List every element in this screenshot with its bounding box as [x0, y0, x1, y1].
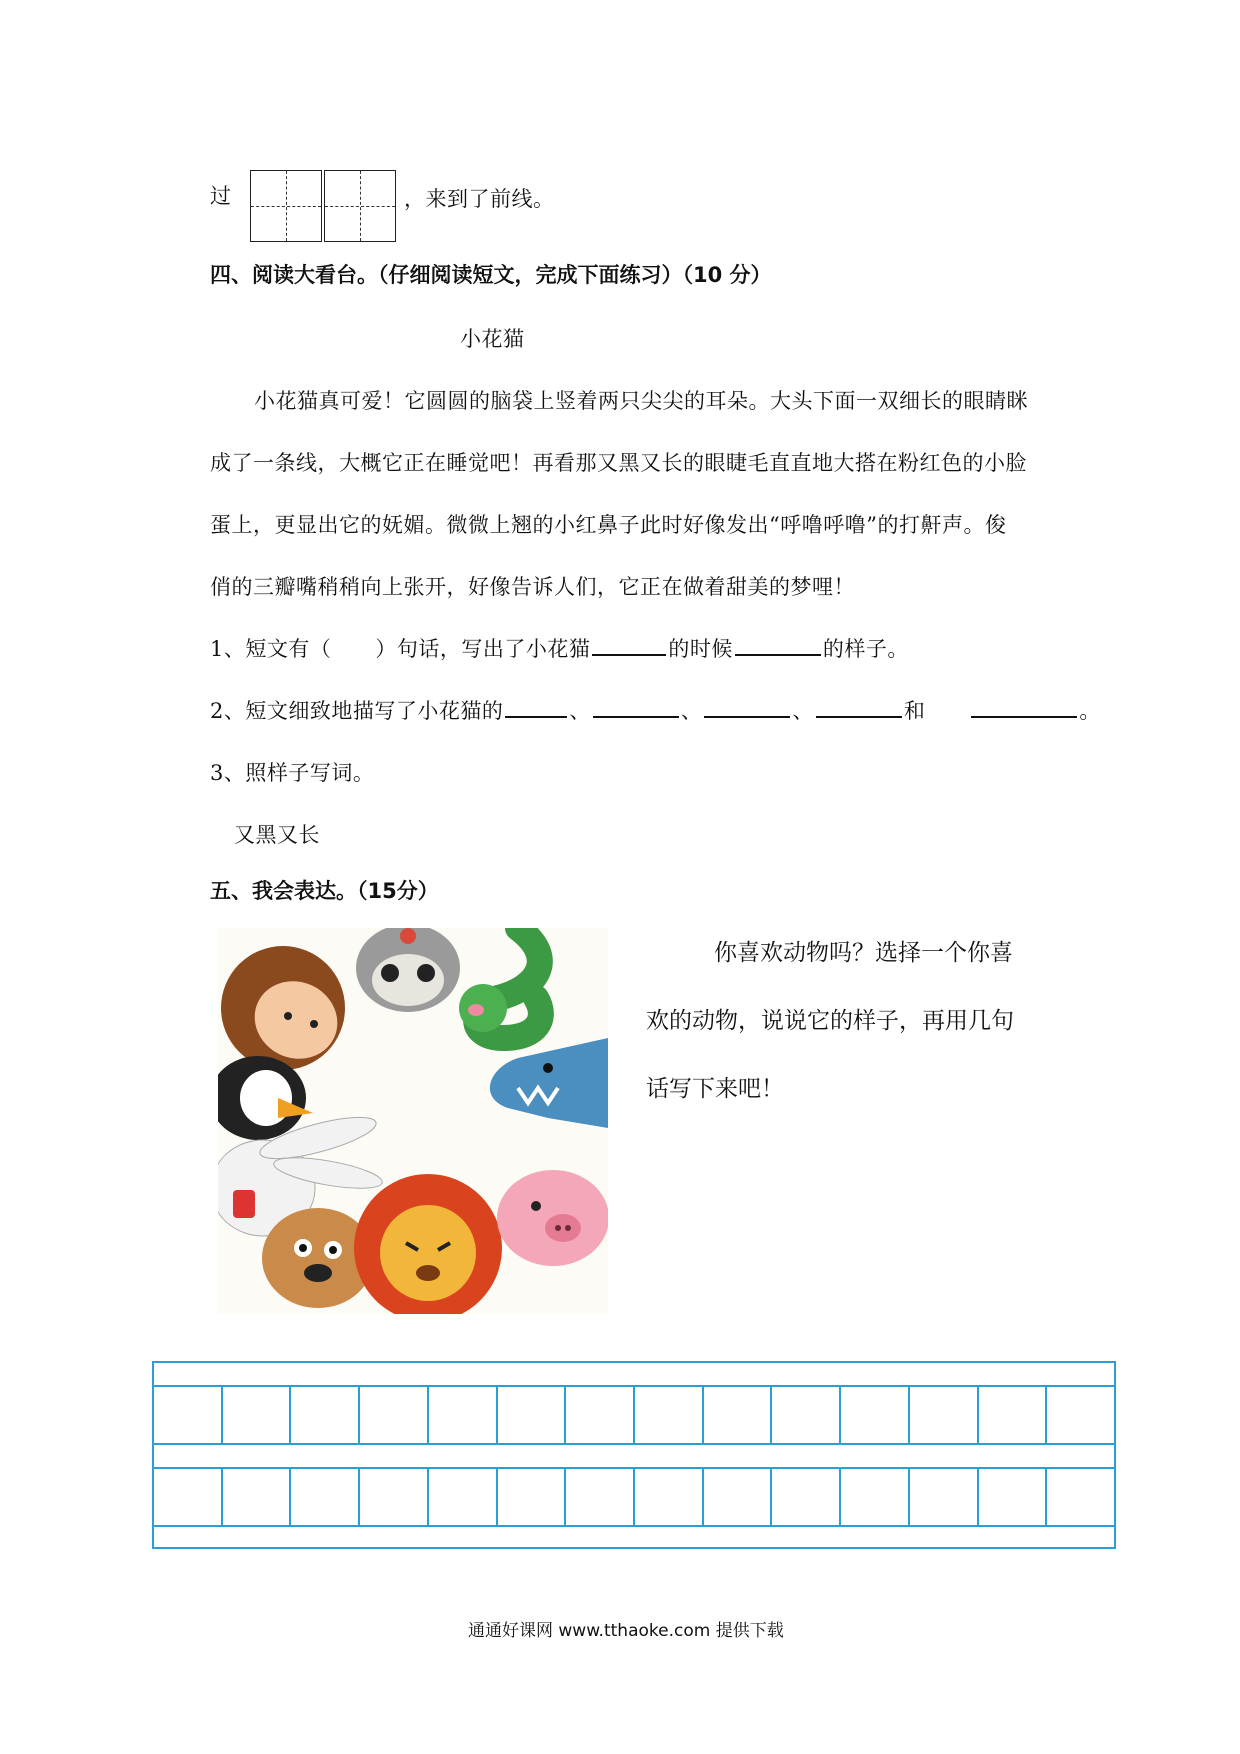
prompt-line-2: 欢的动物，说说它的样子，再用几句 — [646, 1008, 1014, 1034]
grid-cell[interactable] — [910, 1469, 979, 1525]
q2-and: 和 — [903, 699, 926, 723]
lion-icon — [354, 1174, 502, 1314]
grid-cell[interactable] — [910, 1387, 979, 1443]
q2-blank-3[interactable] — [704, 698, 790, 718]
example-word: 又黑又长 — [234, 823, 320, 847]
grid-cell[interactable] — [360, 1387, 429, 1443]
grid-cell[interactable] — [841, 1387, 910, 1443]
q1-part-a: 1、短文有（ — [210, 637, 332, 661]
q2-blank-5[interactable] — [971, 698, 1077, 718]
grid-cell[interactable] — [429, 1387, 498, 1443]
grid-cell[interactable] — [154, 1469, 223, 1525]
monkey-icon — [221, 946, 350, 1072]
q1-part-b: ）句话，写出了小花猫 — [375, 637, 591, 661]
q2-part-a: 2、短文细致地描写了小花猫的 — [210, 699, 504, 723]
grid-cell[interactable] — [635, 1387, 704, 1443]
passage-line-3: 蛋上，更显出它的妩媚。微微上翘的小红鼻子此时好像发出“呼噜呼噜”的打鼾声。俊 — [210, 513, 1007, 537]
writing-grid-row-1 — [154, 1385, 1114, 1445]
section4-title: 四、阅读大看台。（仔细阅读短文，完成下面练习）（10 分） — [210, 263, 772, 287]
grid-cell[interactable] — [772, 1469, 841, 1525]
grid-cell[interactable] — [979, 1387, 1048, 1443]
grid-cell[interactable] — [566, 1469, 635, 1525]
q1-blank-2[interactable] — [735, 636, 821, 656]
grid-cell[interactable] — [772, 1387, 841, 1443]
penguin-icon — [218, 1056, 313, 1140]
question-3: 3、照样子写词。 — [210, 761, 375, 785]
tianzige-box-2[interactable] — [324, 170, 396, 242]
grid-cell[interactable] — [360, 1469, 429, 1525]
q2-sep-1: 、 — [569, 699, 591, 723]
grid-cell[interactable] — [223, 1387, 292, 1443]
q1-part-d: 的样子。 — [822, 637, 909, 661]
q1-blank-1[interactable] — [592, 636, 666, 656]
writing-grid-row-2 — [154, 1467, 1114, 1527]
pig-icon — [497, 1170, 608, 1266]
q2-sep-2: 、 — [680, 699, 703, 723]
grid-cell[interactable] — [291, 1469, 360, 1525]
grid-cell[interactable] — [704, 1469, 773, 1525]
grid-cell[interactable] — [498, 1387, 567, 1443]
grid-cell[interactable] — [704, 1387, 773, 1443]
passage-line-4: 俏的三瓣嘴稍稍向上张开，好像告诉人们，它正在做着甜美的梦哩！ — [210, 575, 855, 599]
raccoon-icon — [356, 928, 460, 1012]
passage-line-2: 成了一条线，大概它正在睡觉吧！再看那又黑又长的眼睫毛直直地大搭在粉红色的小脸 — [210, 451, 1027, 475]
q2-blank-1[interactable] — [505, 698, 567, 718]
grid-cell[interactable] — [979, 1469, 1048, 1525]
animals-illustration — [218, 928, 608, 1314]
grid-cell[interactable] — [566, 1387, 635, 1443]
section5-title: 五、我会表达。（15分） — [210, 879, 439, 903]
q1-part-c: 的时候 — [668, 637, 733, 661]
q2-blank-2[interactable] — [593, 698, 679, 718]
grid-cell[interactable] — [154, 1387, 223, 1443]
q2-blank-4[interactable] — [816, 698, 902, 718]
grid-cell[interactable] — [498, 1469, 567, 1525]
passage-line-1: 小花猫真可爱！它圆圆的脑袋上竖着两只尖尖的耳朵。大头下面一双细长的眼睛眯 — [254, 389, 1028, 413]
prompt-line-3: 话写下来吧！ — [646, 1076, 784, 1102]
writing-grid — [152, 1361, 1116, 1549]
grid-cell[interactable] — [291, 1387, 360, 1443]
grid-cell[interactable] — [429, 1469, 498, 1525]
tianzige-box-1[interactable] — [250, 170, 322, 242]
grid-cell[interactable] — [1047, 1387, 1114, 1443]
grid-cell[interactable] — [635, 1469, 704, 1525]
snake-icon — [459, 928, 541, 1038]
question-2 — [210, 695, 1101, 725]
grid-cell[interactable] — [841, 1469, 910, 1525]
q2-end: 。 — [1079, 699, 1101, 723]
q3-after-text: ，来到了前线。 — [404, 187, 555, 211]
shark-icon — [490, 1038, 608, 1128]
grid-cell[interactable] — [1047, 1469, 1114, 1525]
prompt-line-1: 你喜欢动物吗？选择一个你喜 — [714, 940, 1013, 966]
grid-cell[interactable] — [223, 1469, 292, 1525]
passage-title: 小花猫 — [460, 327, 525, 351]
q3-before-text: 过 — [210, 184, 232, 208]
q2-sep-3: 、 — [792, 699, 814, 723]
animals-illustration-svg — [218, 928, 608, 1314]
question-1 — [210, 633, 909, 663]
footer-text: 通通好课网 www.tthaoke.com 提供下载 — [468, 1621, 784, 1641]
